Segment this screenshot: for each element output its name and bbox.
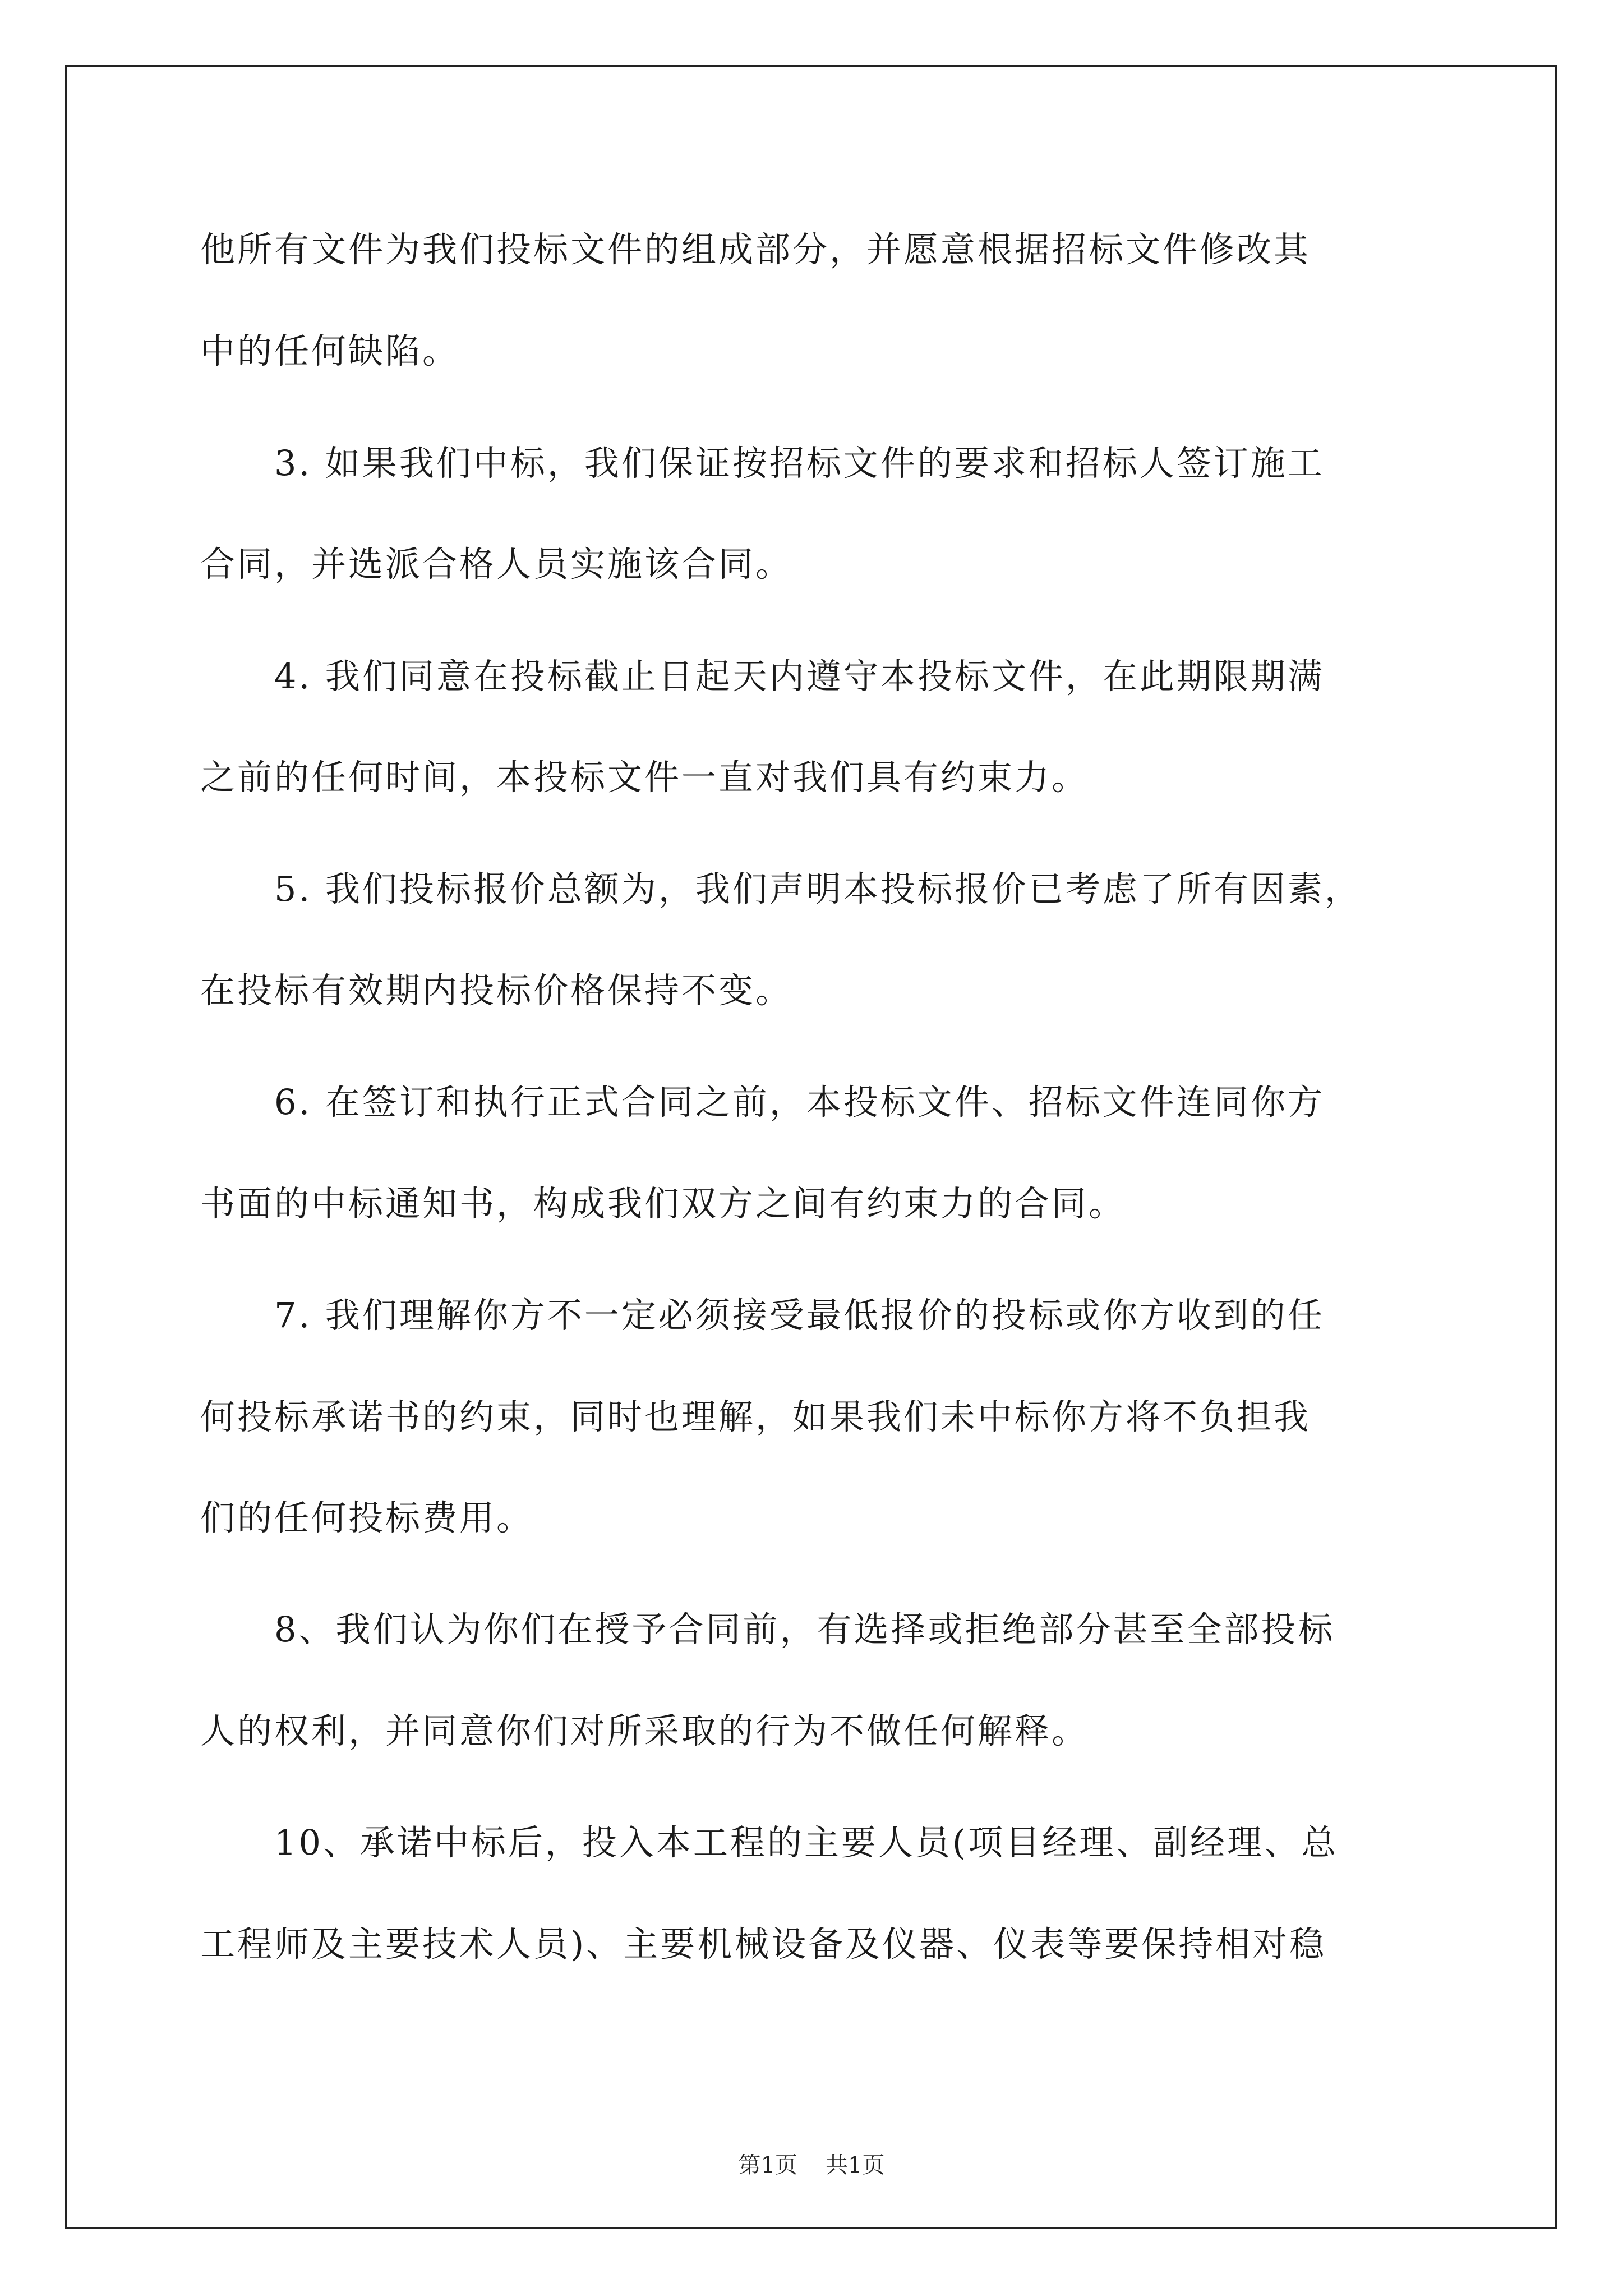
text-line: 10、承诺中标后，投入本工程的主要人员(项目经理、副经理、总 — [200, 1822, 1339, 1863]
page-total: 共1页 — [826, 2152, 885, 2178]
text-line: 工程师及主要技术人员)、主要机械设备及仪器、仪表等要保持相对稳 — [200, 1924, 1327, 1964]
text-line: 书面的中标通知书，构成我们双方之间有约束力的合同。 — [200, 1183, 1126, 1224]
text-line: 合同，并选派合格人员实施该合同。 — [200, 544, 793, 585]
text-line: 们的任何投标费用。 — [200, 1497, 534, 1538]
page-number: 第1页 — [738, 2152, 797, 2178]
text-line: 人的权利，并同意你们对所采取的行为不做任何解释。 — [200, 1710, 1089, 1751]
text-line: 他所有文件为我们投标文件的组成部分，并愿意根据招标文件修改其 — [200, 229, 1311, 270]
text-line: 3. 如果我们中标，我们保证按招标文件的要求和招标人签订施工 — [200, 443, 1325, 484]
text-line: 在投标有效期内投标价格保持不变。 — [200, 970, 793, 1011]
text-line: 6. 在签订和执行正式合同之前，本投标文件、招标文件连同你方 — [200, 1082, 1325, 1122]
text-line: 4. 我们同意在投标截止日起天内遵守本投标文件，在此期限期满 — [200, 656, 1325, 697]
page-border — [65, 65, 1557, 2229]
text-line: 8、我们认为你们在授予合同前，有选择或拒绝部分甚至全部投标 — [200, 1609, 1335, 1650]
text-line: 何投标承诺书的约束，同时也理解，如果我们未中标你方将不负担我 — [200, 1396, 1311, 1437]
text-line: 5. 我们投标报价总额为，我们声明本投标报价已考虑了所有因素， — [200, 868, 1362, 909]
page-footer — [0, 2151, 1623, 2179]
text-line: 7. 我们理解你方不一定必须接受最低报价的投标或你方收到的任 — [200, 1295, 1325, 1336]
text-line: 中的任何缺陷。 — [200, 330, 460, 371]
text-line: 之前的任何时间，本投标文件一直对我们具有约束力。 — [200, 757, 1089, 798]
